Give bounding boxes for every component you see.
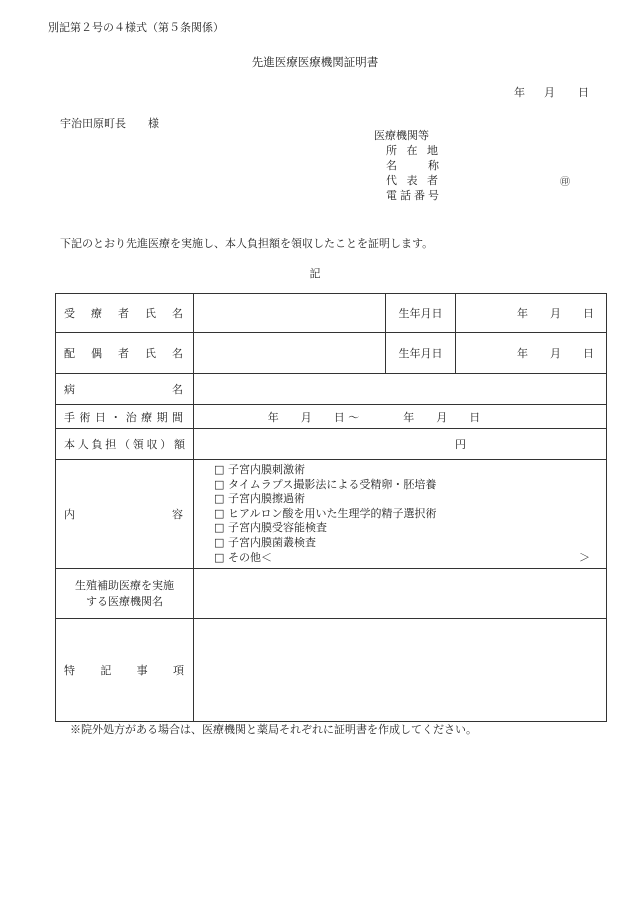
checklist-item[interactable]: □ ヒアルロン酸を用いた生理学的精子選択術	[214, 506, 437, 520]
date-day: 日	[578, 86, 589, 99]
document-title: 先進医療医療機関証明書	[251, 55, 379, 69]
table-row	[56, 405, 607, 429]
contents-checklist	[194, 460, 607, 569]
cost-label: 本人負担（領収）額	[56, 429, 194, 460]
ki-heading: 記	[309, 267, 321, 280]
issuer-org: 医療機関等	[374, 129, 429, 142]
spouse-dob-field[interactable]: 年 月 日	[456, 333, 607, 374]
table-row	[56, 333, 607, 374]
checklist-item[interactable]: □ 子宮内膜擦過術	[214, 492, 305, 506]
notes-label: 特記事項	[56, 619, 194, 722]
checklist-item[interactable]: □ タイムラプス撮影法による受精卵・胚培養	[214, 477, 437, 491]
checkbox-icon[interactable]: □	[214, 550, 225, 564]
checkbox-icon[interactable]: □	[214, 521, 225, 535]
checklist-item[interactable]: □ 子宮内膜菌叢検査	[214, 535, 316, 549]
contents-label: 内容	[56, 460, 194, 569]
date-month: 月	[544, 86, 555, 99]
table-row	[56, 619, 607, 722]
checklist-item[interactable]: □ 子宮内膜刺激術	[214, 463, 305, 476]
issuer-block	[374, 128, 442, 203]
checkbox-icon[interactable]: □	[214, 492, 225, 506]
certificate-table	[55, 293, 607, 722]
facility-label: 生殖補助医療を実施 する医療機関名	[56, 569, 194, 619]
issuer-address-label: 所 在 地	[386, 144, 441, 157]
checkbox-icon[interactable]: □	[214, 506, 225, 520]
spouse-dob-label: 生年月日	[386, 333, 456, 374]
other-close-bracket: ＞	[579, 550, 590, 564]
issuer-representative-label: 代 表 者	[386, 174, 441, 187]
table-row	[56, 294, 607, 333]
treatment-period-label: 手術日・治療期間	[56, 405, 194, 429]
patient-dob-label: 生年月日	[386, 294, 456, 333]
date-year: 年	[514, 86, 525, 99]
checklist-item-other[interactable]: □ その他＜ ＞	[214, 550, 590, 564]
issuer-phone-label: 電話番号	[386, 189, 442, 202]
seal-mark: ㊞	[560, 177, 570, 188]
checkbox-icon[interactable]: □	[214, 535, 225, 549]
treatment-period-field[interactable]: 年 月 日 〜 年 月 日	[194, 405, 607, 429]
form-id: 別記第２号の４様式（第５条関係）	[48, 21, 224, 34]
addressee: 宇治田原町長 様	[60, 117, 159, 130]
patient-dob-field[interactable]: 年 月 日	[456, 294, 607, 333]
patient-name-field[interactable]	[194, 294, 386, 333]
checkbox-icon[interactable]: □	[214, 477, 225, 491]
cost-field[interactable]: 円	[194, 429, 607, 460]
disease-label: 病名	[56, 374, 194, 405]
table-row	[56, 374, 607, 405]
table-row	[56, 429, 607, 460]
notes-field[interactable]	[194, 619, 607, 722]
table-row	[56, 569, 607, 619]
spouse-name-label: 配偶者氏名	[56, 333, 194, 374]
issuer-name-label: 名 称	[386, 159, 442, 172]
disease-field[interactable]	[194, 374, 607, 405]
checklist-item[interactable]: □ 子宮内膜受容能検査	[214, 521, 327, 535]
checkbox-icon[interactable]: □	[214, 463, 225, 476]
facility-field[interactable]	[194, 569, 607, 619]
issue-date	[514, 84, 589, 100]
certification-statement: 下記のとおり先進医療を実施し、本人負担額を領収したことを証明します。	[60, 237, 434, 250]
spouse-name-field[interactable]	[194, 333, 386, 374]
footnote: ※院外処方がある場合は、医療機関と薬局それぞれに証明書を作成してください。	[70, 723, 477, 736]
table-row	[56, 460, 607, 569]
patient-name-label: 受療者氏名	[56, 294, 194, 333]
